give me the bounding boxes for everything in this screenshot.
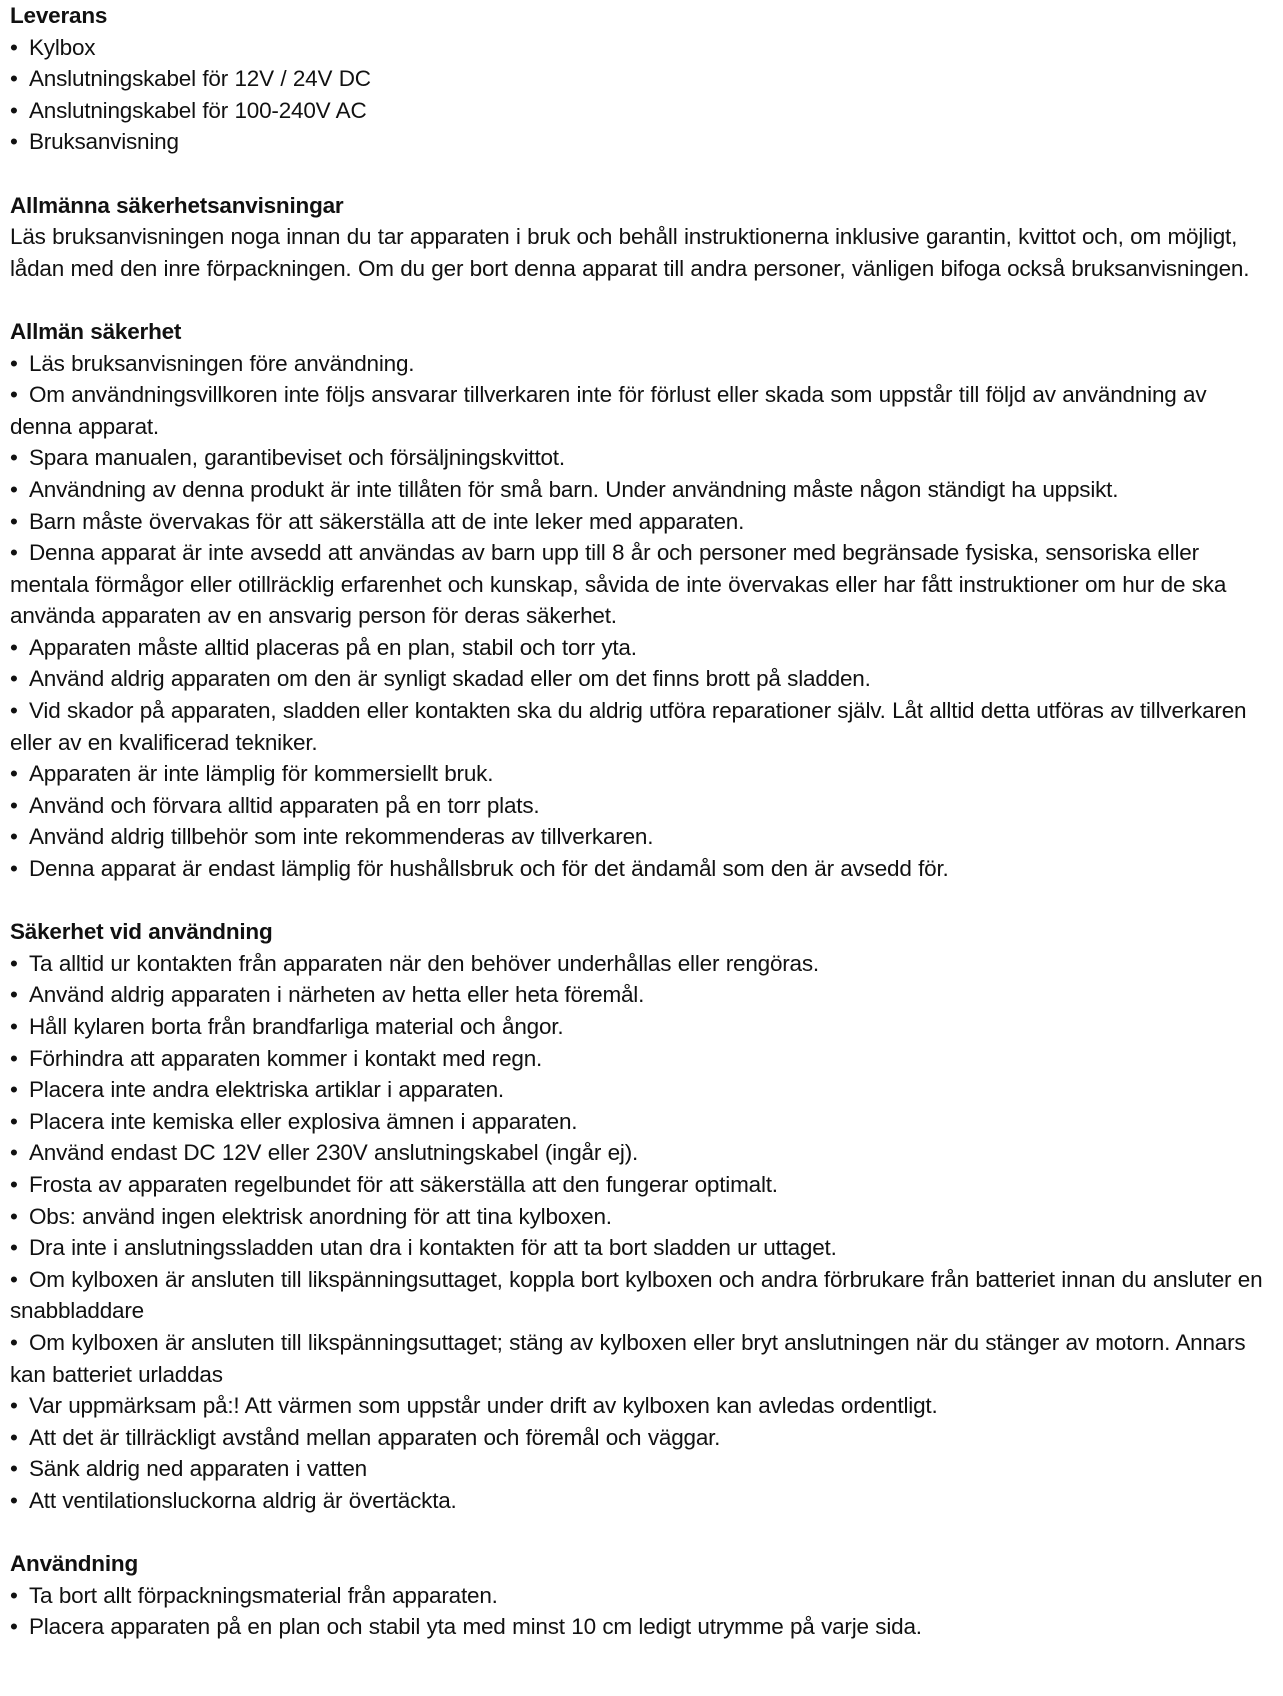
bullet-icon: • [10, 634, 18, 660]
bullet-item [10, 1169, 1272, 1201]
bullet-text: Om användningsvillkoren inte följs ansvarar tillverkaren inte för förlust eller skada som uppstår till följd av användning av denna apparat. [10, 382, 1207, 439]
bullet-text: Att det är tillräckligt avstånd mellan apparaten och föremål och väggar. [29, 1424, 721, 1450]
bullet-icon: • [10, 666, 18, 692]
section-heading: Allmänna säkerhetsanvisningar [10, 192, 344, 218]
bullet-text: Använd aldrig apparaten i närheten av hetta eller heta föremål. [29, 982, 645, 1008]
bullet-text: Använd och förvara alltid apparaten på en torr plats. [29, 792, 540, 818]
bullet-icon: • [10, 34, 18, 60]
bullet-text: Anslutningskabel för 12V / 24V DC [29, 66, 371, 92]
bullet-text: Bruksanvisning [29, 129, 179, 155]
bullet-icon: • [10, 1045, 18, 1071]
bullet-item [10, 1422, 1272, 1454]
bullet-icon: • [10, 1203, 18, 1229]
bullet-item [10, 1043, 1272, 1075]
bullet-item [10, 979, 1272, 1011]
bullet-text: Användning av denna produkt är inte tillåten för små barn. Under användning måste någon ständigt ha uppsikt. [29, 476, 1119, 502]
bullet-item [10, 1580, 1272, 1612]
bullet-item [10, 663, 1272, 695]
bullet-icon: • [10, 1487, 18, 1513]
bullet-icon: • [10, 950, 18, 976]
bullet-icon: • [10, 1329, 18, 1355]
section-paragraph: Läs bruksanvisningen noga innan du tar apparaten i bruk och behåll instruktionerna inklusive garantin, kvittot och, om möjligt, lådan med den inre förpackningen. Om du ger bort denna apparat till andra personer, vänligen bifoga också bruksanvisningen. [10, 224, 1250, 281]
bullet-text: Läs bruksanvisningen före användning. [29, 350, 415, 376]
bullet-icon: • [10, 382, 18, 408]
bullet-item [10, 1137, 1272, 1169]
bullet-icon: • [10, 1235, 18, 1261]
bullet-icon: • [10, 1424, 18, 1450]
bullet-list [10, 1580, 1272, 1643]
bullet-item [10, 853, 1272, 885]
bullet-item [10, 790, 1272, 822]
bullet-text: Denna apparat är inte avsedd att användas av barn upp till 8 år och personer med begränsade fysiska, sensoriska eller mentala förmågor eller otillräcklig erfarenhet och kunskap, såvida de inte övervakas eller har fått instruktioner om hur de ska använda apparaten av en ansvarig person för deras säkerhet. [10, 540, 1227, 629]
bullet-icon: • [10, 1077, 18, 1103]
bullet-item [10, 758, 1272, 790]
bullet-icon: • [10, 1614, 18, 1640]
bullet-icon: • [10, 1140, 18, 1166]
bullet-item [10, 632, 1272, 664]
bullet-text: Apparaten är inte lämplig för kommersiellt bruk. [29, 761, 494, 787]
bullet-list [10, 348, 1272, 885]
bullet-icon: • [10, 476, 18, 502]
bullet-text: Denna apparat är endast lämplig för hushållsbruk och för det ändamål som den är avsedd för. [29, 856, 949, 882]
bullet-text: Obs: använd ingen elektrisk anordning för att tina kylboxen. [29, 1203, 612, 1229]
document-section [10, 0, 1272, 158]
bullet-text: Frosta av apparaten regelbundet för att säkerställa att den fungerar optimalt. [29, 1171, 778, 1197]
document-section [10, 1548, 1272, 1643]
bullet-item [10, 32, 1272, 64]
bullet-icon: • [10, 445, 18, 471]
bullet-text: Spara manualen, garantibeviset och försäljningskvittot. [29, 445, 565, 471]
bullet-text: Barn måste övervakas för att säkerställa att de inte leker med apparaten. [29, 508, 745, 534]
bullet-item [10, 126, 1272, 158]
bullet-item [10, 63, 1272, 95]
bullet-text: Håll kylaren borta från brandfarliga material och ångor. [29, 1014, 564, 1039]
bullet-text: Sänk aldrig ned apparaten i vatten [29, 1456, 367, 1482]
bullet-icon: • [10, 1014, 18, 1039]
bullet-icon: • [10, 1456, 18, 1482]
bullet-text: Dra inte i anslutningssladden utan dra i kontakten för att ta bort sladden ur uttaget. [29, 1235, 837, 1261]
bullet-text: Placera inte kemiska eller explosiva ämnen i apparaten. [29, 1108, 578, 1134]
section-heading: Allmän säkerhet [10, 318, 182, 344]
bullet-text: Placera apparaten på en plan och stabil yta med minst 10 cm ledigt utrymme på varje sida. [29, 1614, 922, 1640]
bullet-icon: • [10, 350, 18, 376]
bullet-text: Var uppmärksam på:! Att värmen som uppstår under drift av kylboxen kan avledas ordentligt. [29, 1393, 938, 1419]
bullet-icon: • [10, 1108, 18, 1134]
bullet-icon: • [10, 508, 18, 534]
bullet-item [10, 348, 1272, 380]
bullet-icon: • [10, 540, 18, 566]
bullet-item [10, 1074, 1272, 1106]
bullet-icon: • [10, 1171, 18, 1197]
bullet-text: Ta bort allt förpackningsmaterial från apparaten. [29, 1582, 498, 1608]
bullet-item [10, 695, 1272, 758]
bullet-icon: • [10, 761, 18, 787]
bullet-item [10, 948, 1272, 980]
bullet-text: Ta alltid ur kontakten från apparaten när den behöver underhållas eller rengöras. [29, 950, 819, 976]
bullet-item [10, 1611, 1272, 1643]
bullet-text: Kylbox [29, 34, 96, 60]
bullet-icon: • [10, 1266, 18, 1292]
section-heading: Leverans [10, 3, 108, 28]
bullet-list [10, 32, 1272, 158]
bullet-item [10, 1011, 1272, 1043]
bullet-item [10, 821, 1272, 853]
bullet-item [10, 1232, 1272, 1264]
bullet-icon: • [10, 1393, 18, 1419]
bullet-item [10, 506, 1272, 538]
bullet-item [10, 1453, 1272, 1485]
bullet-item [10, 537, 1272, 632]
bullet-text: Anslutningskabel för 100-240V AC [29, 97, 367, 123]
bullet-list [10, 948, 1272, 1517]
bullet-icon: • [10, 856, 18, 882]
bullet-item [10, 1264, 1272, 1327]
bullet-text: Vid skador på apparaten, sladden eller kontakten ska du aldrig utföra reparationer själv. Låt alltid detta utföras av tillverkaren eller av en kvalificerad tekniker. [10, 698, 1247, 755]
bullet-item [10, 95, 1272, 127]
bullet-text: Apparaten måste alltid placeras på en plan, stabil och torr yta. [29, 634, 637, 660]
bullet-item [10, 1390, 1272, 1422]
bullet-icon: • [10, 792, 18, 818]
bullet-item [10, 1201, 1272, 1233]
bullet-item [10, 474, 1272, 506]
bullet-icon: • [10, 97, 18, 123]
bullet-text: Att ventilationsluckorna aldrig är övertäckta. [29, 1487, 457, 1513]
section-heading: Säkerhet vid användning [10, 919, 273, 945]
bullet-text: Använd endast DC 12V eller 230V anslutningskabel (ingår ej). [29, 1140, 639, 1166]
bullet-icon: • [10, 66, 18, 92]
bullet-text: Om kylboxen är ansluten till likspänningsuttaget; stäng av kylboxen eller bryt anslutningen när du stänger av motorn. Annars kan batteriet urladdas [10, 1329, 1246, 1387]
bullet-icon: • [10, 698, 18, 724]
bullet-text: Använd aldrig apparaten om den är synligt skadad eller om det finns brott på sladden. [29, 666, 871, 692]
document-section [10, 316, 1272, 885]
bullet-text: Om kylboxen är ansluten till likspänningsuttaget, koppla bort kylboxen och andra förbrukare från batteriet innan du ansluter en snabbladdare [10, 1266, 1263, 1324]
document-section [10, 916, 1272, 1516]
document-section [10, 190, 1272, 285]
bullet-icon: • [10, 129, 18, 155]
bullet-item [10, 1485, 1272, 1517]
bullet-icon: • [10, 1582, 18, 1608]
bullet-icon: • [10, 824, 18, 850]
bullet-text: Förhindra att apparaten kommer i kontakt med regn. [29, 1045, 543, 1071]
bullet-item [10, 379, 1272, 442]
bullet-item [10, 1106, 1272, 1138]
section-heading: Användning [10, 1551, 138, 1577]
document-page [10, 0, 1272, 1674]
bullet-text: Använd aldrig tillbehör som inte rekommenderas av tillverkaren. [29, 824, 654, 850]
bullet-text: Placera inte andra elektriska artiklar i apparaten. [29, 1077, 504, 1103]
bullet-item [10, 1327, 1272, 1390]
bullet-icon: • [10, 982, 18, 1008]
bullet-item [10, 442, 1272, 474]
